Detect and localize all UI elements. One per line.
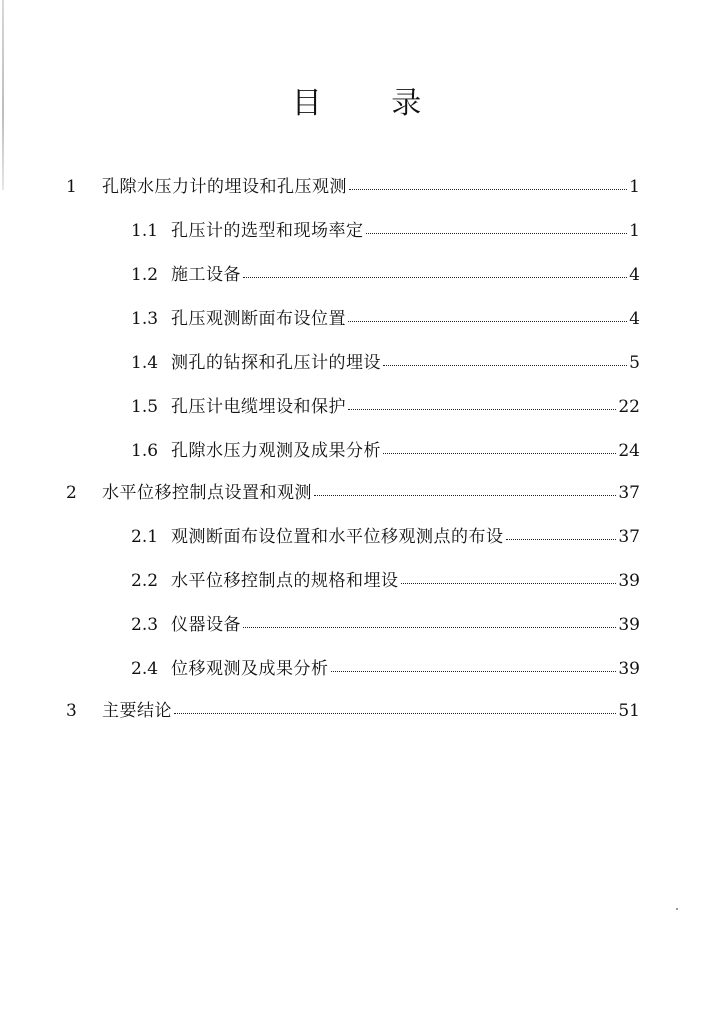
toc-entry-1-2[interactable] (131, 260, 640, 288)
toc-entry-3[interactable] (66, 696, 640, 724)
toc-dot-leader (506, 538, 617, 540)
toc-entry-2-3[interactable] (131, 610, 640, 638)
toc-dot-leader (401, 582, 617, 584)
toc-entry-number: 2.2 (131, 571, 159, 591)
toc-entry-page: 24 (618, 441, 640, 461)
toc-entry-number: 1 (66, 177, 77, 197)
toc-entry-label: 孔隙水压力观测及成果分析 (171, 441, 381, 461)
toc-entry-label: 测孔的钻探和孔压计的埋设 (171, 353, 381, 373)
toc-dot-leader (366, 232, 628, 234)
toc-entry-2-1[interactable] (131, 522, 640, 550)
toc-entry-label: 施工设备 (171, 265, 241, 285)
toc-entry-page: 39 (618, 659, 640, 679)
toc-entry-page: 1 (629, 177, 640, 197)
toc-entry-1-3[interactable] (131, 304, 640, 332)
toc-entry-label: 水平位移控制点的规格和埋设 (171, 571, 399, 591)
toc-entry-page: 5 (629, 353, 640, 373)
toc-entry-1-5[interactable] (131, 392, 640, 420)
scan-speck (676, 908, 678, 910)
toc-dot-leader (331, 670, 617, 672)
toc-entry-page: 39 (618, 571, 640, 591)
toc-entry-2[interactable] (66, 478, 640, 506)
toc-entry-label: 位移观测及成果分析 (171, 659, 329, 679)
toc-entry-number: 2.3 (131, 615, 159, 635)
toc-entry-label: 孔压计的选型和现场率定 (171, 221, 364, 241)
toc-entry-page: 37 (618, 527, 640, 547)
toc-entry-1-4[interactable] (131, 348, 640, 376)
toc-entry-1[interactable] (66, 172, 640, 200)
toc-dot-leader (243, 626, 616, 628)
toc-dot-leader (348, 320, 627, 322)
toc-entry-label: 孔隙水压力计的埋设和孔压观测 (102, 177, 347, 197)
toc-entry-number: 2 (66, 483, 77, 503)
toc-dot-leader (243, 276, 627, 278)
toc-entry-number: 1.1 (131, 221, 159, 241)
toc-dot-leader (383, 452, 616, 454)
toc-entry-label: 仪器设备 (171, 615, 241, 635)
toc-dot-leader (174, 712, 616, 714)
toc-entry-2-2[interactable] (131, 566, 640, 594)
toc-entry-page: 4 (629, 309, 640, 329)
toc-entry-page: 39 (618, 615, 640, 635)
toc-entry-2-4[interactable] (131, 654, 640, 682)
toc-dot-leader (383, 364, 627, 366)
toc-entry-label: 观测断面布设位置和水平位移观测点的布设 (171, 527, 504, 547)
toc-entry-1-6[interactable] (131, 436, 640, 464)
toc-entry-label: 孔压计电缆埋设和保护 (171, 397, 346, 417)
toc-entry-number: 1.3 (131, 309, 159, 329)
toc-dot-leader (314, 494, 616, 496)
page-title: 目 录 (291, 86, 452, 121)
toc-entry-number: 1.6 (131, 441, 159, 461)
toc-entry-number: 1.4 (131, 353, 159, 373)
toc-entry-label: 主要结论 (102, 701, 172, 721)
toc-entry-label: 孔压观测断面布设位置 (171, 309, 346, 329)
toc-entry-label: 水平位移控制点设置和观测 (102, 483, 312, 503)
toc-entry-page: 51 (618, 701, 640, 721)
toc-entry-number: 2.4 (131, 659, 159, 679)
toc-entry-page: 4 (629, 265, 640, 285)
toc-entry-page: 22 (618, 397, 640, 417)
toc-entry-page: 37 (618, 483, 640, 503)
toc-entry-1-1[interactable] (131, 216, 640, 244)
toc-entry-number: 2.1 (131, 527, 159, 547)
toc-entry-number: 1.5 (131, 397, 159, 417)
toc-entry-number: 3 (66, 701, 77, 721)
toc-entry-number: 1.2 (131, 265, 159, 285)
toc-dot-leader (349, 188, 627, 190)
toc-entry-page: 1 (629, 221, 640, 241)
toc-dot-leader (348, 408, 616, 410)
